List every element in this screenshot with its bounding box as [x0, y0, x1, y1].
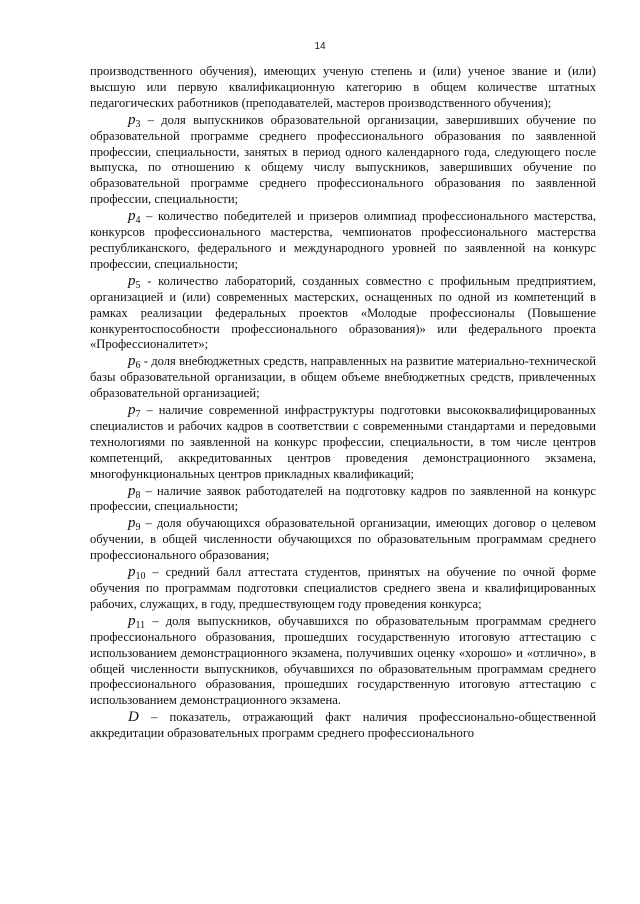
symbol-subscript: 10	[135, 571, 146, 583]
indicator-symbol	[128, 515, 141, 534]
paragraph-text: – средний балл аттестата студентов, принятых на обучение по очной форме обучения по программам подготовки специалистов среднего звена и квалифицированных рабочих, служащих, в году, предшествующем году проведения конкурса;	[90, 565, 596, 611]
indicator-symbol	[128, 564, 146, 583]
paragraph-text: – показатель, отражающий факт наличия профессионально-общественной аккредитации образовательных программ среднего профессионального	[90, 710, 596, 741]
symbol-letter: p	[128, 564, 136, 581]
paragraph-text: – наличие заявок работодателей на подготовку кадров по заявленной на конкурс профессии, специальности;	[90, 483, 596, 514]
symbol-subscript: 11	[135, 619, 146, 631]
symbol-subscript: 3	[135, 118, 141, 130]
indicator-symbol	[128, 208, 141, 227]
symbol-subscript: 6	[135, 360, 141, 372]
symbol-letter: p	[128, 515, 136, 532]
symbol-letter: p	[128, 208, 136, 225]
paragraph-text: - доля внебюджетных средств, направленных на развитие материально-технической базы образовательной организации, в общем объеме внебюджетных средств, привлеченных образовательной организацией;	[90, 354, 596, 401]
paragraph-p4	[90, 209, 596, 273]
symbol-letter: p	[128, 482, 136, 499]
paragraph-p6	[90, 354, 596, 402]
symbol-subscript: 8	[135, 489, 141, 501]
indicator-symbol	[128, 273, 141, 289]
paragraph-p10	[90, 565, 596, 613]
symbol-subscript: 4	[135, 215, 141, 227]
paragraph-p3	[90, 113, 596, 208]
paragraph-p5	[90, 274, 596, 354]
symbol-letter: p	[128, 272, 136, 289]
symbol-subscript: 9	[135, 522, 141, 534]
paragraph-text: - количество лабораторий, созданных совместно с профильным предприятием, организацией и (или) современных мастерских, оснащенных по одной из компетенций в рамках реализации федеральных проектов «Молодые профессионалы (Повышение конкурентоспособности профессионального образования)» или федерального проекта «Профессионалитет»;	[90, 273, 596, 352]
indicator-symbol	[128, 709, 139, 725]
symbol-letter: D	[128, 709, 139, 726]
symbol-subscript: 5	[135, 279, 141, 291]
paragraph-text: – доля выпускников образовательной организации, завершивших обучение по образовательной программе среднего профессионального образования по заявленной профессии, специальности, занятых в период одного календарного года, следующего после выпуска, по отношению к общему числу выпускников, завершивших обучение по образовательной программе среднего профессионального образования по заявленной профессии, специальности;	[90, 112, 596, 207]
paragraph-text: – наличие современной инфраструктуры подготовки высококвалифицированных специалистов и рабочих кадров в соответствии с современными стандартами и передовыми технологиями по заявленной на конкурс профессии, специальности, в том числе центров компетенций, аккредитованных центров проведения демонстрационного экзамена, многофункциональных центров прикладных квалификаций;	[90, 403, 596, 481]
paragraph-text: – доля выпускников, обучавшихся по образовательным программам среднего профессионального образования, прошедших государственную итоговую аттестацию с использованием демонстрационного экзамена, получивших оценку «хорошо» и «отлично», в общей численности выпускников, обучавшихся по образовательным программам среднего профессионального образования, прошедших государственную итоговую аттестацию с использованием демонстрационного экзамена.	[90, 613, 596, 708]
indicator-symbol	[128, 483, 141, 499]
symbol-letter: p	[128, 353, 136, 370]
indicator-symbol	[128, 402, 141, 421]
paragraph-p7	[90, 403, 596, 483]
indicator-symbol	[128, 353, 141, 372]
paragraph-p11	[90, 614, 596, 709]
symbol-subscript: 7	[135, 409, 141, 421]
indicator-symbol	[128, 613, 145, 629]
paragraph-p9	[90, 516, 596, 564]
symbol-letter: p	[128, 111, 136, 128]
paragraph-continuation	[90, 64, 596, 112]
page-number: 14	[314, 41, 326, 52]
paragraph-text: производственного обучения), имеющих ученую степень и (или) ученое звание и (или) высшую или первую квалификационную категорию в общем количестве штатных педагогических работников (преподавателей, мастеров производственного обучения);	[90, 64, 596, 110]
symbol-letter: p	[128, 402, 136, 419]
paragraph-d	[90, 710, 596, 742]
paragraph-text: – количество победителей и призеров олимпиад профессионального мастерства, конкурсов профессионального мастерства, чемпионатов профессионального мастерства республиканского, федерального и международного уровней по заявленной на конкурс профессии, специальности;	[90, 209, 596, 271]
symbol-letter: p	[128, 612, 136, 629]
indicator-symbol	[128, 112, 141, 128]
document-body	[90, 64, 596, 743]
paragraph-text: – доля обучающихся образовательной организации, имеющих договор о целевом обучении, в общей численности обучающихся по образовательным программам среднего профессионального образования;	[90, 516, 596, 563]
paragraph-p8	[90, 484, 596, 516]
